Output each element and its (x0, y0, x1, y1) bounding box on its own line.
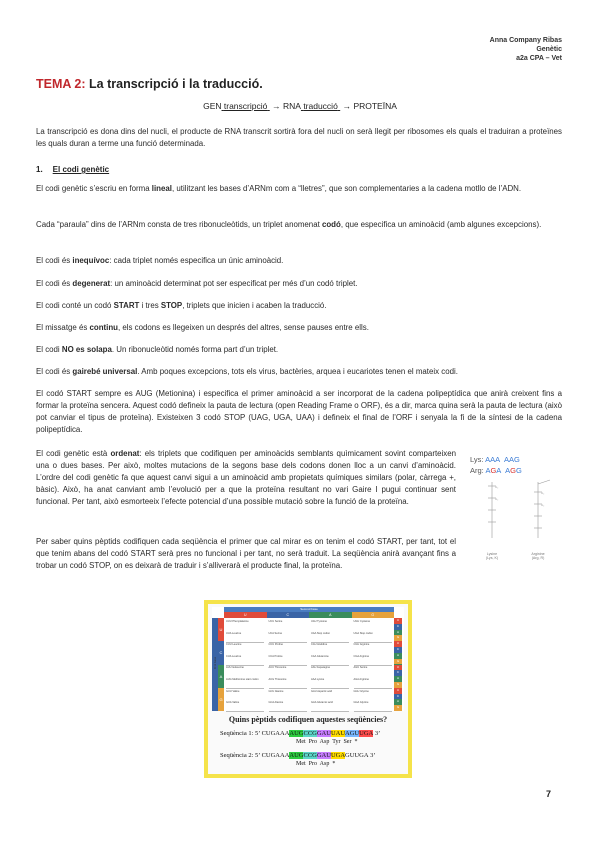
codon-cell: UUU Phenylalanine (226, 620, 249, 623)
codon-highlight: UGA (359, 730, 374, 737)
paragraph-no-solapa: El codi NO es solapa. Un ribonucleòtid només forma part d’un triplet. (36, 345, 279, 354)
arg-codon-1: AGA (485, 466, 502, 475)
second-base-a: A (309, 612, 352, 618)
codon-cell: GAA Glutamic acid (311, 701, 349, 712)
page-header (490, 36, 562, 63)
paragraph-ordenat: El codi genètic està ordenat: els triplets que codifiquen per aminoàcids semblants quìmicament sovint comparteixen una o dues bases. Per això, moltes mutacions de la segons base dels codons donen lloc a un canvi d’aminoàcid. L’ordre del codi genètic fa que aquest canvi sigui a un aminoàcid amb propietats químiques similars (polar, càrrega +, bàsic). Això, ha anat canviant amb l’evolució per a que la proteïna resultant no vari Gaire I pugui continuar sent funcional. Per tant, això esmorteeix l’efecte potencial d’una possible mutació sobre la funció de la proteïna. (36, 449, 457, 506)
first-base-g: G (218, 688, 224, 711)
second-base-u: U (224, 612, 267, 618)
codon-cell: CAU Histidine (311, 643, 328, 647)
codon-cell: UAU Tyrosine (311, 620, 327, 623)
codon-cell: AGU Serine (353, 666, 368, 670)
central-dogma-flow (0, 101, 600, 111)
codon-cell: GCU Alanine (268, 689, 284, 693)
first-base-label: First base (213, 656, 217, 670)
paragraph-lineal: El codi genètic s’escriu en forma lineal, utilitzant les bases d’ARNm com a “lletres”, que son complementaries a la cadena motllo de l’ADN. (36, 184, 522, 193)
third-base-a: A (394, 699, 402, 705)
svg-text:H₂: H₂ (541, 503, 545, 507)
codon-cell: UGA Stop codon (354, 632, 392, 643)
page-title (36, 77, 263, 91)
codon-cell: CGA Arginine (354, 655, 392, 666)
codon-cell: UUA Leucine (226, 632, 264, 643)
codon-cell: UAA Stop codon (311, 632, 349, 643)
svg-text:H₂: H₂ (495, 485, 499, 489)
page-number: 7 (545, 789, 551, 799)
flow-rna: RNA (282, 101, 301, 111)
sequence-2-peptide: Met Pro Asp * (296, 761, 336, 767)
third-base-g: G (394, 659, 402, 665)
codon-highlight: UGA (330, 752, 346, 759)
flow-protein: PROTEÏNA (353, 101, 397, 111)
codon-cell: GAU Aspartic acid (311, 689, 333, 693)
flow-arrow: → (272, 101, 281, 111)
course-name: a2a CPA – Vet (516, 55, 562, 62)
codon-cell: GGA Glycine (354, 701, 392, 712)
codon-cell: UCA Serine (269, 632, 307, 643)
svg-text:H₂: H₂ (495, 497, 499, 501)
paragraph-start-stop: El codi conté un codó START i tres STOP, triplets que inicien i acaben la traducció. (36, 301, 327, 310)
second-base-c: C (267, 612, 310, 618)
codon-cell: UGU Cysteine (353, 620, 371, 623)
lys-arg-figure (470, 454, 562, 572)
paragraph-inequivoc: El codi és inequívoc: cada triplet només especifica un únic aminoàcid. (36, 256, 284, 265)
sequence-2: Seqüència 2: 5’ CUGAAAAUGCCGGAUUGAGUUGA 3’ (220, 752, 376, 759)
codon-highlight: CCG (303, 730, 317, 737)
lys-codon-1: AAA (485, 455, 501, 464)
codon-highlight: UAU (330, 730, 346, 737)
codon-table-figure (204, 600, 412, 778)
codon-cell: ACG Threonine (269, 678, 307, 689)
codon-cell: GCA Alanine (269, 701, 307, 712)
title-text: La transcripció i la traducció. (89, 77, 263, 91)
codon-highlight: GAU (316, 752, 331, 759)
flow-translation: traducció (303, 101, 338, 111)
codon-grid (224, 618, 394, 711)
second-base-g: G (352, 612, 395, 618)
arginine-caption: Arginine (Arg, R) (531, 552, 545, 560)
codon-cell: CCU Proline (268, 643, 283, 647)
first-base-a: A (218, 665, 224, 688)
codon-cell: AUG Methionine start codon (226, 678, 264, 689)
codon-highlight: GAU (316, 730, 331, 737)
lys-codon-2: AAG (503, 455, 520, 464)
codon-highlight: AGU (345, 730, 360, 737)
codon-cell: CUU Leucine (226, 643, 242, 647)
paragraph-start-codon: El codó START sempre es AUG (Metionina) i especifica el primer aminoàcid a ser incorporat de la cadena polipeptídica que anirà creixent fins a formar la proteïna sencera. Aquest codó defineix la pauta de lectura (open Reading Frame o ORF), és a dir, marca quina serà la pauta de lectura (això pot canviar el tipus de proteïna). Existeixen 3 codó STOP (UAG, UGA, UAA) i defineix el final de l’ORF i senyala la fi de la síntesi de la cadena polipeptídica. (36, 389, 562, 434)
codon-cell: GUU Valine (226, 689, 240, 693)
third-base-u: U (394, 665, 402, 671)
third-base-a: A (394, 630, 402, 636)
first-base-u: U (218, 618, 224, 641)
svg-text:H₂: H₂ (541, 491, 545, 495)
codon-highlight: CCG (303, 752, 317, 759)
third-base-a: A (394, 653, 402, 659)
third-base-c: C (394, 624, 402, 630)
third-base-g: G (394, 682, 402, 688)
third-base-g: G (394, 705, 402, 711)
third-base-g: G (394, 635, 402, 641)
lys-codon-row: Lys: AAA AAG (470, 455, 520, 464)
flow-arrow: → (342, 101, 352, 111)
arg-codon-2: AGG (505, 466, 522, 475)
third-base-u: U (394, 688, 402, 694)
codon-highlight: AUG (289, 730, 304, 737)
third-base-c: C (394, 670, 402, 676)
third-base-a: A (394, 676, 402, 682)
sequence-1-peptide: Met Pro Asp Tyr Ser * (296, 739, 358, 745)
paragraph-universal: El codi és gairebé universal. Amb poques excepcions, tots els virus, bactèries, arquea i eucariotes tenen el mateix codi. (36, 367, 458, 376)
amino-acid-structures (470, 478, 562, 550)
codon-cell: GGU Glycine (353, 689, 369, 693)
paragraph-continu: El missatge és continu, els codons es llegeixen un després del altres, sense pauses entre ells. (36, 323, 369, 332)
third-base-u: U (394, 641, 402, 647)
codon-cell: ACU Threonine (268, 666, 287, 670)
second-base-header: Second base (224, 607, 394, 612)
paragraph-peptides: Per saber quins pèptids codifiquen cada seqüència el primer que cal mirar es on tenim el codó START, per tant, tot el que tenim abans del codó START serà pres no funcional i per tant, no serà traduit. La seqüència anirà avançant fins a trobar un codó STOP, on es deixarà de traduir i s’alliverarà el producte final, la proteïna. (36, 537, 456, 570)
codon-cell: UCU Serine (268, 620, 283, 623)
third-base-c: C (394, 647, 402, 653)
codon-table (212, 607, 404, 711)
codon-cell: AGA Arginine (354, 678, 392, 689)
codon-highlight: AUG (289, 752, 304, 759)
flow-transcription: transcripció (223, 101, 268, 111)
codon-cell: CCA Proline (269, 655, 307, 666)
third-base-u: U (394, 618, 402, 624)
codon-cell: AUU Isoleucine (226, 666, 244, 670)
question-title: Quins pèptids codifiquen aquestes seqüències? (228, 715, 388, 724)
codon-cell: AAA Lysine (311, 678, 349, 689)
subject-name: Genètic (536, 46, 562, 53)
codon-cell: CAA Glutamine (311, 655, 349, 666)
sequence-1: Seqüència 1: 5’ CUGAAAAUGCCGGAUUAUAGUUGA 3’ (220, 730, 381, 737)
codon-cell: GUA Valine (226, 701, 264, 712)
third-base-bar (394, 618, 402, 711)
title-number: TEMA 2: (36, 77, 86, 91)
lysine-caption: Lysine (Lys, K) (485, 552, 499, 560)
arg-codon-row: Arg: AGA AGG (470, 466, 522, 475)
flow-gen: GEN (203, 101, 222, 111)
section-heading: 1. El codi genètic (36, 165, 110, 174)
first-base-c: C (218, 641, 224, 664)
paragraph-codo: Cada “paraula” dins de l’ARNm consta de tres ribonucleòtids, un triplet anomenat codó, que especifica un aminoàcid (amb algunes excepcions). (36, 220, 542, 229)
third-base-c: C (394, 694, 402, 700)
intro-paragraph: La transcripció es dona dins del nucli, el producte de RNA transcrit sortirà fora del nucli on serà llegit per ribosomes els quals el traduiran a proteïnes les quals duran a terme una funció determinada. (36, 127, 562, 148)
paragraph-degenerat: El codi és degenerat: un aminoàcid determinat pot ser especificat per més d’un codó triplet. (36, 279, 358, 288)
codon-cell: CGU Arginine (353, 643, 370, 647)
author-name: Anna Company Ribas (489, 37, 562, 44)
codon-cell: CUA Leucine (226, 655, 264, 666)
codon-cell: AAU Asparagine (311, 666, 331, 670)
